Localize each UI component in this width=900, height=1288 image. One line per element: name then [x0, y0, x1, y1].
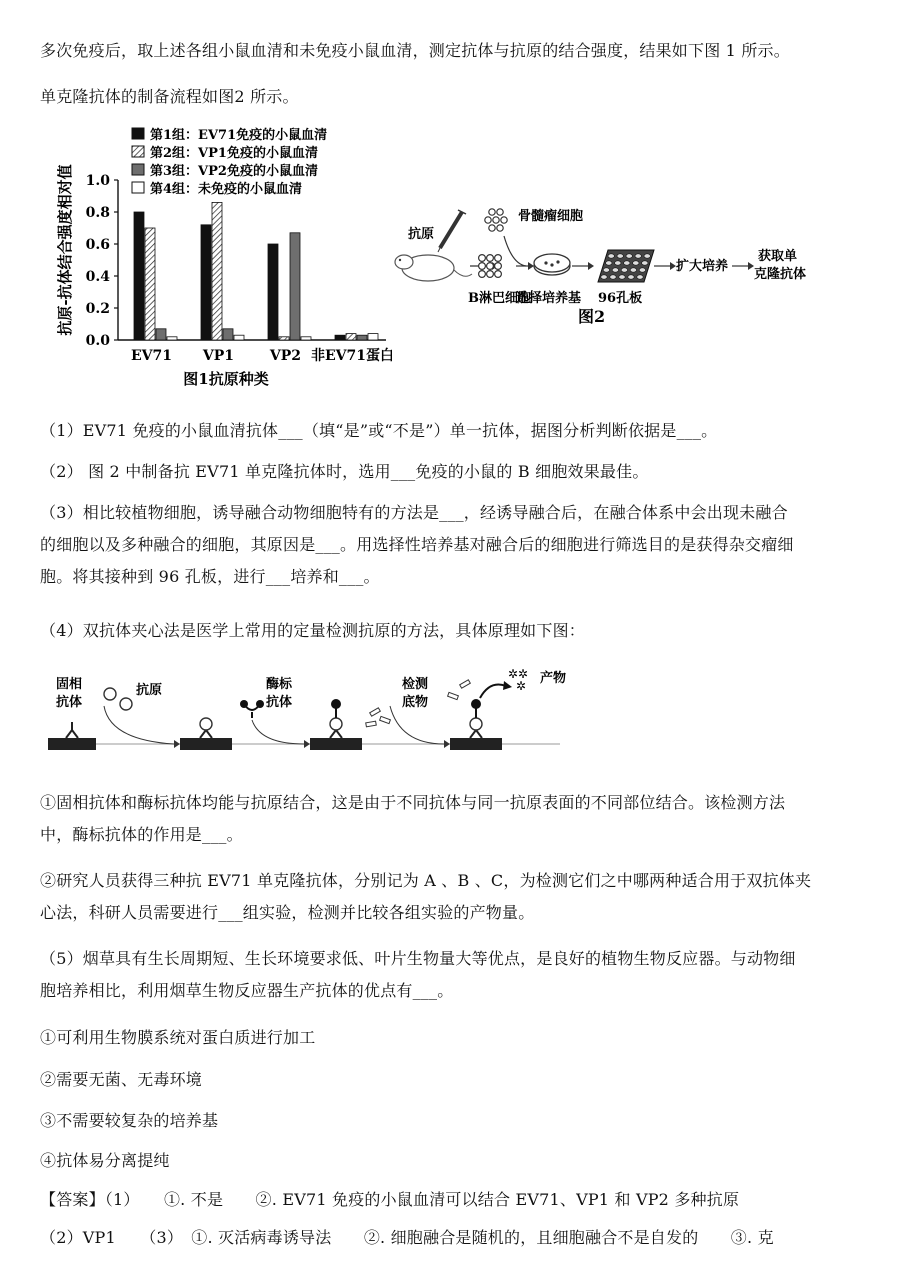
- label-detect-1: 检测: [402, 677, 429, 692]
- y-tick-label: 0.4: [85, 269, 110, 285]
- b-cell-cluster: [479, 255, 502, 278]
- myeloma-cell: [493, 217, 499, 223]
- myeloma-cell: [501, 217, 507, 223]
- plate-well: [603, 268, 609, 272]
- plate-well: [610, 275, 616, 279]
- plate-well: [637, 275, 643, 279]
- label-fixed-2: 抗体: [56, 695, 83, 710]
- b-cell: [495, 255, 502, 262]
- bar: [346, 334, 356, 340]
- label-plate: 96孔板: [598, 291, 643, 306]
- plate-well: [624, 261, 630, 265]
- question-4: （4）双抗体夹心法是医学上常用的定量检测抗原的方法，具体原理如下图：: [40, 621, 585, 640]
- x-tick-label: VP1: [202, 348, 235, 364]
- bar: [167, 337, 177, 340]
- option-1: ①可利用生物膜系统对蛋白质进行加工: [40, 1028, 316, 1047]
- b-cell: [479, 263, 486, 270]
- b-cell: [495, 263, 502, 270]
- plate-well: [608, 254, 614, 258]
- label-expand: 扩大培养: [676, 259, 729, 274]
- solid-phase-base: [310, 738, 362, 750]
- solid-phase-base: [180, 738, 232, 750]
- question-5-line-2: 胞培养相比，利用烟草生物反应器生产抗体的优点有___。: [40, 981, 454, 1000]
- mouse-icon: [395, 255, 472, 281]
- bar: [201, 225, 211, 340]
- bar: [212, 202, 222, 340]
- svg-text:✲: ✲: [516, 679, 527, 693]
- label-fixed-1: 固相: [56, 677, 83, 692]
- label-product: 产物: [540, 671, 567, 686]
- plate-well: [601, 275, 607, 279]
- bar: [368, 334, 378, 340]
- answer-line-2: （2）VP1 （3） ①. 灭活病毒诱导法 ②. 细胞融合是随机的，且细胞融合不是自发的 ③. 克: [40, 1228, 774, 1247]
- bar: [335, 335, 345, 340]
- question-4-2-line-2: 心法，科研人员需要进行___组实验，检测并比较各组实验的产物量。: [40, 903, 535, 922]
- y-tick-label: 0.6: [85, 237, 110, 253]
- question-1: （1）EV71 免疫的小鼠血清抗体___（填“是”或“不是”）单一抗体，据图分析判断依据是___。: [40, 421, 718, 440]
- label-obtain-2: 克隆抗体: [754, 267, 807, 282]
- label-enzyme-2: 抗体: [266, 695, 293, 710]
- legend-swatch: [132, 128, 144, 139]
- bar: [156, 329, 166, 340]
- solid-phase-base: [450, 738, 502, 750]
- plate-well: [633, 261, 639, 265]
- bar: [145, 228, 155, 340]
- chart-ylabel: 抗原-抗体结合强度相对值: [56, 164, 74, 336]
- myeloma-cell: [497, 225, 503, 231]
- plate-well: [644, 254, 650, 258]
- bar: [234, 335, 244, 340]
- bar: [290, 233, 300, 340]
- label-antigen: 抗原: [408, 227, 435, 242]
- b-cell: [487, 263, 494, 270]
- plate-well: [615, 261, 621, 265]
- figure1-svg: [40, 120, 392, 394]
- y-tick-label: 1.0: [85, 173, 110, 189]
- figure3-svg: [40, 660, 580, 760]
- option-3: ③不需要较复杂的培养基: [40, 1111, 219, 1130]
- b-cell: [479, 271, 486, 278]
- chart-caption: 图1抗原种类: [183, 370, 269, 388]
- myeloma-cell: [489, 225, 495, 231]
- option-4: ④抗体易分离提纯: [40, 1151, 170, 1170]
- label-enzyme-1: 酶标: [266, 677, 293, 692]
- figure2-diagram: [392, 190, 822, 330]
- intro-line-2: 单克隆抗体的制备流程如图2 所示。: [40, 87, 299, 106]
- plate-well: [612, 268, 618, 272]
- b-cell: [487, 255, 494, 262]
- question-3-line-3: 胞。将其接种到 96 孔板，进行___培养和___。: [40, 567, 380, 586]
- plate-well: [639, 268, 645, 272]
- figure2-svg: [392, 190, 822, 330]
- question-4-2-line-1: ②研究人员获得三种抗 EV71 单克隆抗体，分别记为 A 、B 、C，为检测它们之中哪两种适合用于双抗体夹: [40, 871, 812, 890]
- bar: [279, 337, 289, 340]
- y-tick-label: 0.2: [85, 301, 110, 317]
- plate-well: [626, 254, 632, 258]
- figure2-caption: 图2: [578, 307, 606, 326]
- label-bcell: B淋巴细胞: [468, 291, 531, 306]
- myeloma-cell: [485, 217, 491, 223]
- label-myeloma: 骨髓瘤细胞: [518, 209, 584, 224]
- question-5-line-1: （5）烟草具有生长周期短、生长环境要求低、叶片生物量大等优点，是良好的植物生物反应器。与动物细: [40, 949, 796, 968]
- petri-dish-icon: [534, 254, 570, 275]
- x-tick-label: VP2: [269, 348, 302, 364]
- bar: [357, 335, 367, 340]
- legend-label: 第2组：VP1免疫的小鼠血清: [150, 146, 318, 161]
- answer-line-1: 【答案】（1） ①. 不是 ②. EV71 免疫的小鼠血清可以结合 EV71、VP1 和 VP2 多种抗原: [40, 1190, 740, 1209]
- question-2: （2） 图 2 中制备抗 EV71 单克隆抗体时，选用___免疫的小鼠的 B 细胞效果最佳。: [40, 462, 649, 481]
- option-2: ②需要无菌、无毒环境: [40, 1070, 203, 1089]
- question-4-1-line-1: ①固相抗体和酶标抗体均能与抗原结合，这是由于不同抗体与同一抗原表面的不同部位结合。该检测方法: [40, 793, 786, 812]
- b-cell: [479, 255, 486, 262]
- myeloma-cell: [489, 209, 495, 215]
- b-cell: [487, 271, 494, 278]
- plate-well: [621, 268, 627, 272]
- myeloma-cell: [497, 209, 503, 215]
- label-obtain-1: 获取单: [758, 249, 798, 264]
- figure1-chart: [40, 120, 392, 394]
- legend-swatch: [132, 164, 144, 175]
- plate-well: [635, 254, 641, 258]
- figure3-diagram: [40, 660, 580, 760]
- plate-well: [606, 261, 612, 265]
- legend-label: 第3组：VP2免疫的小鼠血清: [150, 164, 318, 179]
- y-tick-label: 0.0: [85, 333, 110, 349]
- intro-line-1: 多次免疫后，取上述各组小鼠血清和未免疫小鼠血清，测定抗体与抗原的结合强度，结果如下图 1 所示。: [40, 41, 790, 60]
- b-cell: [495, 271, 502, 278]
- bar: [223, 329, 233, 340]
- label-selective: 选择培养基: [516, 291, 582, 306]
- label-antigen: 抗原: [136, 683, 163, 698]
- question-3-line-1: （3）相比较植物细胞，诱导融合动物细胞特有的方法是___，经诱导融合后，在融合体系中会出现未融合: [40, 503, 788, 522]
- plate-well: [617, 254, 623, 258]
- solid-phase-base: [48, 738, 96, 750]
- label-detect-2: 底物: [402, 695, 429, 710]
- plate-well: [630, 268, 636, 272]
- bar: [134, 212, 144, 340]
- legend-swatch: [132, 182, 144, 193]
- legend-label: 第1组：EV71免疫的小鼠血清: [150, 128, 328, 143]
- legend-label: 第4组：未免疫的小鼠血清: [150, 182, 303, 197]
- myeloma-cluster: [485, 209, 507, 231]
- legend-swatch: [132, 146, 144, 157]
- x-tick-label: EV71: [130, 348, 173, 364]
- question-3-line-2: 的细胞以及多种融合的细胞，其原因是___。用选择性培养基对融合后的细胞进行筛选目的是获得杂交瘤细: [40, 535, 794, 554]
- syringe-icon: [438, 210, 466, 252]
- bar: [268, 244, 278, 340]
- 96-well-plate-icon: [598, 250, 654, 282]
- bar: [301, 337, 311, 340]
- y-tick-label: 0.8: [85, 205, 110, 221]
- plate-well: [619, 275, 625, 279]
- plate-well: [628, 275, 634, 279]
- question-4-1-line-2: 中，酶标抗体的作用是___。: [40, 825, 243, 844]
- product-stars-icon: ✲✲: [508, 667, 529, 681]
- plate-well: [642, 261, 648, 265]
- x-tick-label: 非EV71蛋白: [310, 348, 392, 364]
